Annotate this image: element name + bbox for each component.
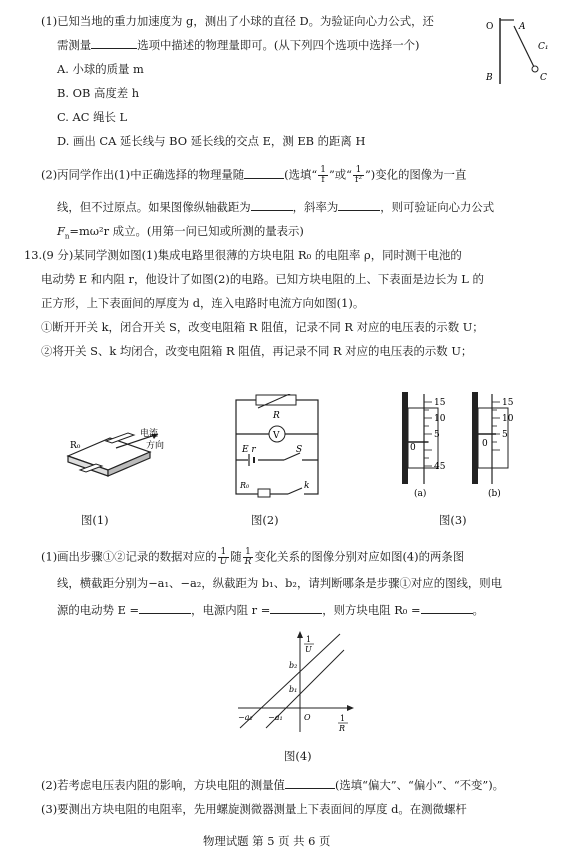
label-a: (a) xyxy=(414,489,427,499)
fraction-1-over-r: $\frac{1}{R}$ xyxy=(244,547,252,567)
label-direction: 方向 xyxy=(146,441,165,451)
fraction-1-over-f: $\frac{1}{f}$ xyxy=(320,165,326,185)
q12-part2-line2: 线，但不过原点。如果图像纵轴截距为 ，斜率为 ，则可验证向心力公式 xyxy=(57,200,495,214)
label-s: S xyxy=(296,445,303,455)
y-label-num: 1 xyxy=(306,635,312,644)
figure-1-caption: 图(1) xyxy=(81,513,109,527)
ball xyxy=(532,66,538,72)
label-r: R xyxy=(273,411,280,421)
scale-a-5: 5 xyxy=(434,430,440,440)
q13-part1-line3: 源的电动势 E = ，电源内阻 r = ，则方块电阻 R₀ = 。 xyxy=(57,603,484,617)
option-b: B. OB 高度差 h xyxy=(57,86,140,100)
figure-3-micrometer xyxy=(388,390,528,505)
label-b: B xyxy=(486,73,493,83)
fraction-1-over-f2: $\frac{1}{\text{f²}}$ xyxy=(354,165,362,185)
answer-blank-r[interactable] xyxy=(270,603,322,614)
answer-blank[interactable] xyxy=(91,38,137,49)
q13-line2: 电动势 E 和内阻 r，他设计了如图(2)的电路。已知方块电阻的上、下表面是边长为 L 的 xyxy=(41,272,484,286)
q12-part1-line1: (1)已知当地的重力加速度为 g，测出了小球的直径 D。为验证向心力公式，还 xyxy=(41,14,434,28)
label-b: (b) xyxy=(488,489,501,499)
label-k: k xyxy=(304,481,310,491)
r0-component xyxy=(258,489,270,497)
label-e-r: E r xyxy=(242,445,256,455)
q12-part2-line3: $F_n=m\omega^2r$ 成立。(用第一问已知或所测的量表示) xyxy=(57,224,304,241)
string xyxy=(514,26,534,67)
figure-4-caption: 图(4) xyxy=(284,749,312,763)
label-r0: R₀ xyxy=(240,481,250,490)
answer-blank-e[interactable] xyxy=(139,603,191,614)
figure-2-caption: 图(2) xyxy=(251,513,279,527)
line-2 xyxy=(240,634,340,728)
scale-a-10: 10 xyxy=(434,414,446,424)
answer-blank[interactable] xyxy=(338,200,380,211)
answer-blank[interactable] xyxy=(251,200,293,211)
q13-line1: 13.(9 分)某同学测如图(1)集成电路里很薄的方块电阻 R₀ 的电阻率 ρ，同时测干电池的 xyxy=(24,248,462,262)
label-c1: C₁ xyxy=(538,42,549,52)
x-label-num: 1 xyxy=(340,714,346,723)
x-label-den: R xyxy=(339,724,346,733)
page-footer: 物理试题 第 5 页 共 6 页 xyxy=(203,834,331,848)
answer-blank-r0[interactable] xyxy=(421,603,473,614)
q12-part2-line1: (2)丙同学作出(1)中正确选择的物理量随 (选填“ $\frac{1}{f}$ ”或“ $\frac{1}{\text{f²}}$ ”)变化的图像为一直 xyxy=(41,165,467,185)
label-v: V xyxy=(273,431,280,441)
scale-a-0: 0 xyxy=(410,443,416,453)
label-b2: b₂ xyxy=(289,661,298,670)
answer-blank[interactable] xyxy=(244,168,284,179)
y-label-den: U xyxy=(305,645,312,654)
label-b1: b₁ xyxy=(289,685,298,694)
figure-1-block-resistor xyxy=(58,428,178,498)
q13-part1-line1: (1)画出步骤①②记录的数据对应的 $\frac{1}{U}$ 随 $\frac{1}{R}$ 变化关系的图像分别对应如图(4)的两条图 xyxy=(41,547,465,567)
scale-b-5: 5 xyxy=(502,430,508,440)
scale-b-0: 0 xyxy=(482,439,488,449)
q13-step2: ②将开关 S、k 均闭合，改变电阻箱 R 阻值，再记录不同 R 对应的电压表的示数 U； xyxy=(41,344,473,358)
q13-part1-line2: 线，横截距分别为−a₁、−a₂，纵截距为 b₁、b₂，请判断哪条是步骤①对应的图线，则电 xyxy=(57,576,503,590)
scale-a-15: 15 xyxy=(434,398,446,408)
figure-2-circuit xyxy=(228,394,328,502)
q13-step1: ①断开开关 k，闭合开关 S，改变电阻箱 R 阻值，记录不同 R 对应的电压表的示数 U； xyxy=(41,320,484,334)
label-origin: O xyxy=(304,713,311,722)
answer-blank[interactable] xyxy=(285,778,335,789)
label-current: 电流 xyxy=(140,429,159,439)
label-a: A xyxy=(519,22,526,32)
label-a1: −a₁ xyxy=(268,713,283,722)
scale-b-15: 15 xyxy=(502,398,514,408)
q13-part3: (3)要测出方块电阻的电阻率，先用螺旋测微器测量上下表面间的厚度 d。在测微螺杆 xyxy=(41,802,467,816)
pendulum-figure xyxy=(478,12,558,92)
fraction-1-over-u: $\frac{1}{U}$ xyxy=(219,547,228,567)
q13-line3: 正方形，上下表面间的厚度为 d，连入电路时电流方向如图(1)。 xyxy=(41,296,365,310)
label-c: C xyxy=(540,73,547,83)
scale-a-45: 45 xyxy=(434,462,446,472)
label-o: O xyxy=(486,22,494,32)
q12-part1-line2: 需测量 选项中描述的物理量即可。(从下列四个选项中选择一个) xyxy=(57,38,420,52)
figure-3-caption: 图(3) xyxy=(439,513,467,527)
q13-part2: (2)若考虑电压表内阻的影响，方块电阻的测量值 (选填“偏大”、“偏小”、“不变”)。 xyxy=(41,778,505,792)
label-r0: R₀ xyxy=(70,441,81,451)
option-c: C. AC 绳长 L xyxy=(57,110,128,124)
option-d: D. 画出 CA 延长线与 BO 延长线的交点 E，测 EB 的距离 H xyxy=(57,134,366,148)
scale-b-10: 10 xyxy=(502,414,514,424)
label-a2: −a₂ xyxy=(238,713,253,722)
figure-4-graph xyxy=(232,628,362,738)
option-a: A. 小球的质量 m xyxy=(57,62,144,76)
